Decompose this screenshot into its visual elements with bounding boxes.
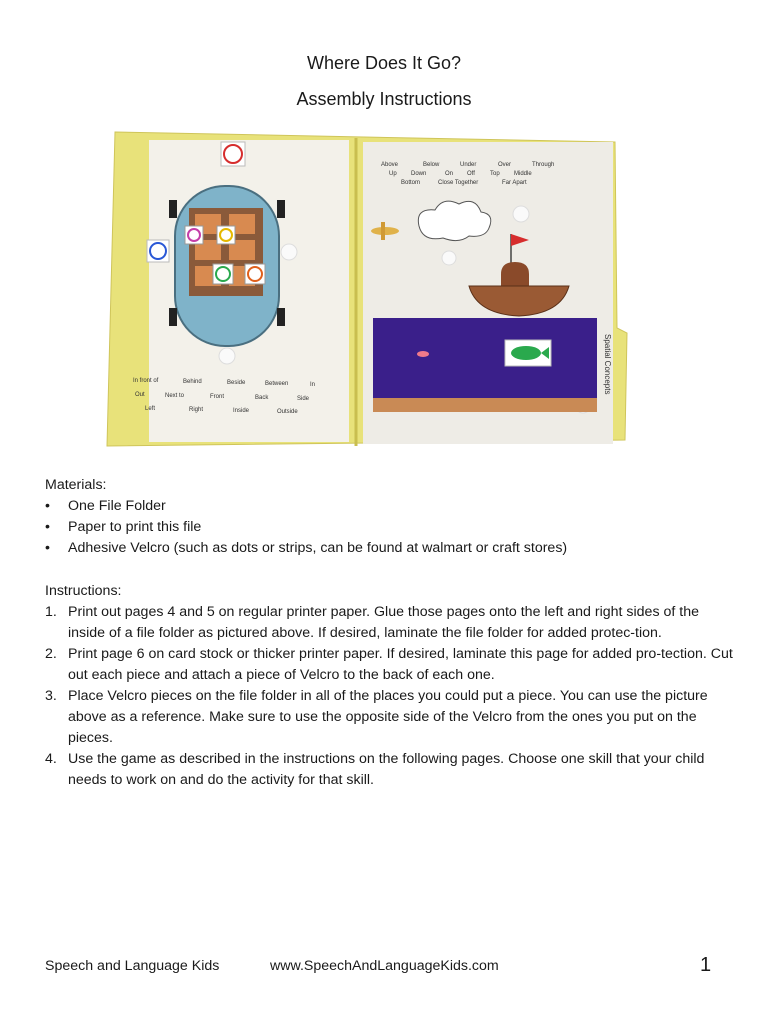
instruction-step [45, 644, 735, 686]
materials-item: • Paper to print this file [45, 517, 735, 538]
right-word: Up [389, 171, 397, 177]
left-word: Side [297, 396, 310, 402]
step-text: Place Velcro pieces on the file folder in all of the places you could put a piece. You can use the picture above as a reference. Make sure to use the opposite side of the Velcro from the ones you put on the pieces. [68, 688, 708, 746]
right-word: Off [467, 171, 475, 177]
right-word: Close Together [438, 180, 479, 186]
left-word: Outside [277, 409, 298, 415]
right-word: Above [381, 162, 399, 168]
footer-url: www.SpeechAndLanguageKids.com [270, 958, 499, 974]
instructions-section [45, 581, 735, 791]
left-word: Inside [233, 408, 250, 414]
right-word: Below [423, 162, 440, 168]
instruction-step [45, 749, 735, 791]
right-word: Under [460, 162, 477, 168]
step-text: Use the game as described in the instructions on the following pages. Choose one skill that your child needs to work on and do the activity for that skill. [68, 751, 705, 788]
left-word: In front of [133, 378, 159, 384]
smiley-card-top [221, 142, 245, 166]
file-folder-photo [105, 128, 630, 452]
right-word: Middle [514, 171, 532, 177]
materials-heading: Materials: [45, 477, 107, 493]
page-subtitle: Assembly Instructions [296, 89, 472, 109]
left-word: In [310, 382, 316, 388]
right-word: Top [490, 171, 500, 177]
fish-card [505, 340, 551, 366]
right-word: Through [532, 162, 555, 168]
left-word: Front [210, 394, 225, 400]
fish-small [417, 351, 429, 357]
water-area [373, 318, 597, 398]
instruction-step [45, 602, 735, 644]
step-text: Print page 6 on card stock or thicker printer paper. If desired, laminate this page for added pro-tection. Cut out each piece and attach a piece of Velcro to the back of each one. [68, 646, 733, 683]
page-number: 1 [700, 954, 712, 976]
left-word: Between [265, 381, 289, 387]
left-word: Beside [227, 380, 246, 386]
left-word: Behind [183, 379, 202, 385]
materials-item: • Adhesive Velcro (such as dots or strips, can be found at walmart or craft stores) [45, 538, 735, 559]
materials-item: • One File Folder [45, 496, 735, 517]
folder-tab-label: Spatial Concepts [603, 334, 612, 395]
instructions-list [45, 602, 735, 791]
step-number: 3. [45, 688, 57, 704]
car-illustration [169, 186, 285, 346]
left-word: Left [145, 406, 156, 412]
instruction-step [45, 686, 735, 749]
smiley-card-side [147, 240, 169, 262]
right-word: Far Apart [502, 180, 527, 186]
left-word: Back [255, 395, 269, 401]
step-number: 1. [45, 604, 57, 620]
left-word: Next to [165, 393, 185, 399]
instructions-heading: Instructions: [45, 583, 122, 599]
footer-site-name: Speech and Language Kids [45, 958, 220, 974]
materials-section [45, 475, 735, 559]
right-word: Over [498, 162, 512, 168]
page-title: Where Does It Go? [306, 53, 462, 73]
right-word: On [445, 171, 454, 177]
left-word: Out [135, 392, 145, 398]
left-word: Right [189, 407, 204, 413]
step-number: 2. [45, 646, 57, 662]
materials-list [45, 496, 735, 559]
step-text: Print out pages 4 and 5 on regular printer paper. Glue those pages onto the left and right sides of the inside of a file folder as pictured above. If desired, laminate the file folder for added protec-tion. [68, 604, 699, 641]
right-word: Down [411, 171, 427, 177]
step-number: 4. [45, 751, 57, 767]
right-word: Bottom [401, 180, 421, 186]
